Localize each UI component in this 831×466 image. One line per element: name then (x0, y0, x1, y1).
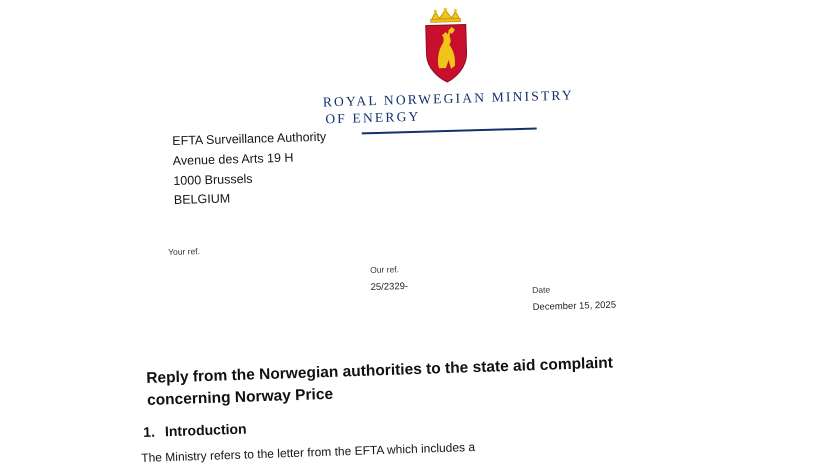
section-number: 1. (143, 423, 156, 440)
ministry-name-line2: OF ENERGY (325, 108, 421, 127)
document-title: Reply from the Norwegian authorities to the state aid complaint concerning Norway Price (146, 354, 614, 409)
your-ref-label: Your ref. (168, 246, 201, 257)
recipient-country: BELGIUM (173, 191, 231, 208)
date-value: December 15, 2025 (532, 299, 617, 313)
section-title: Introduction (164, 420, 247, 440)
date-field (532, 283, 616, 313)
our-ref-field (370, 264, 408, 293)
letterhead-divider (361, 128, 536, 135)
date-label: Date (532, 284, 551, 295)
ministry-name-line1: ROYAL NORWEGIAN MINISTRY (322, 87, 575, 110)
your-ref-value (168, 263, 200, 264)
introduction-paragraph: The Ministry refers to the letter from the EFTA which includes a (141, 439, 476, 465)
your-ref-field (168, 246, 200, 264)
recipient-address (172, 128, 328, 211)
norwegian-coat-of-arms-icon (417, 7, 475, 87)
our-ref-label: Our ref. (370, 264, 400, 275)
section-heading-introduction (143, 421, 247, 440)
recipient-street: Avenue des Arts 19 H (172, 150, 294, 168)
our-ref-value: 25/2329- (370, 280, 409, 293)
letterhead (320, 5, 573, 136)
recipient-city: 1000 Brussels (173, 171, 253, 188)
recipient-name: EFTA Surveillance Authority (172, 129, 327, 148)
